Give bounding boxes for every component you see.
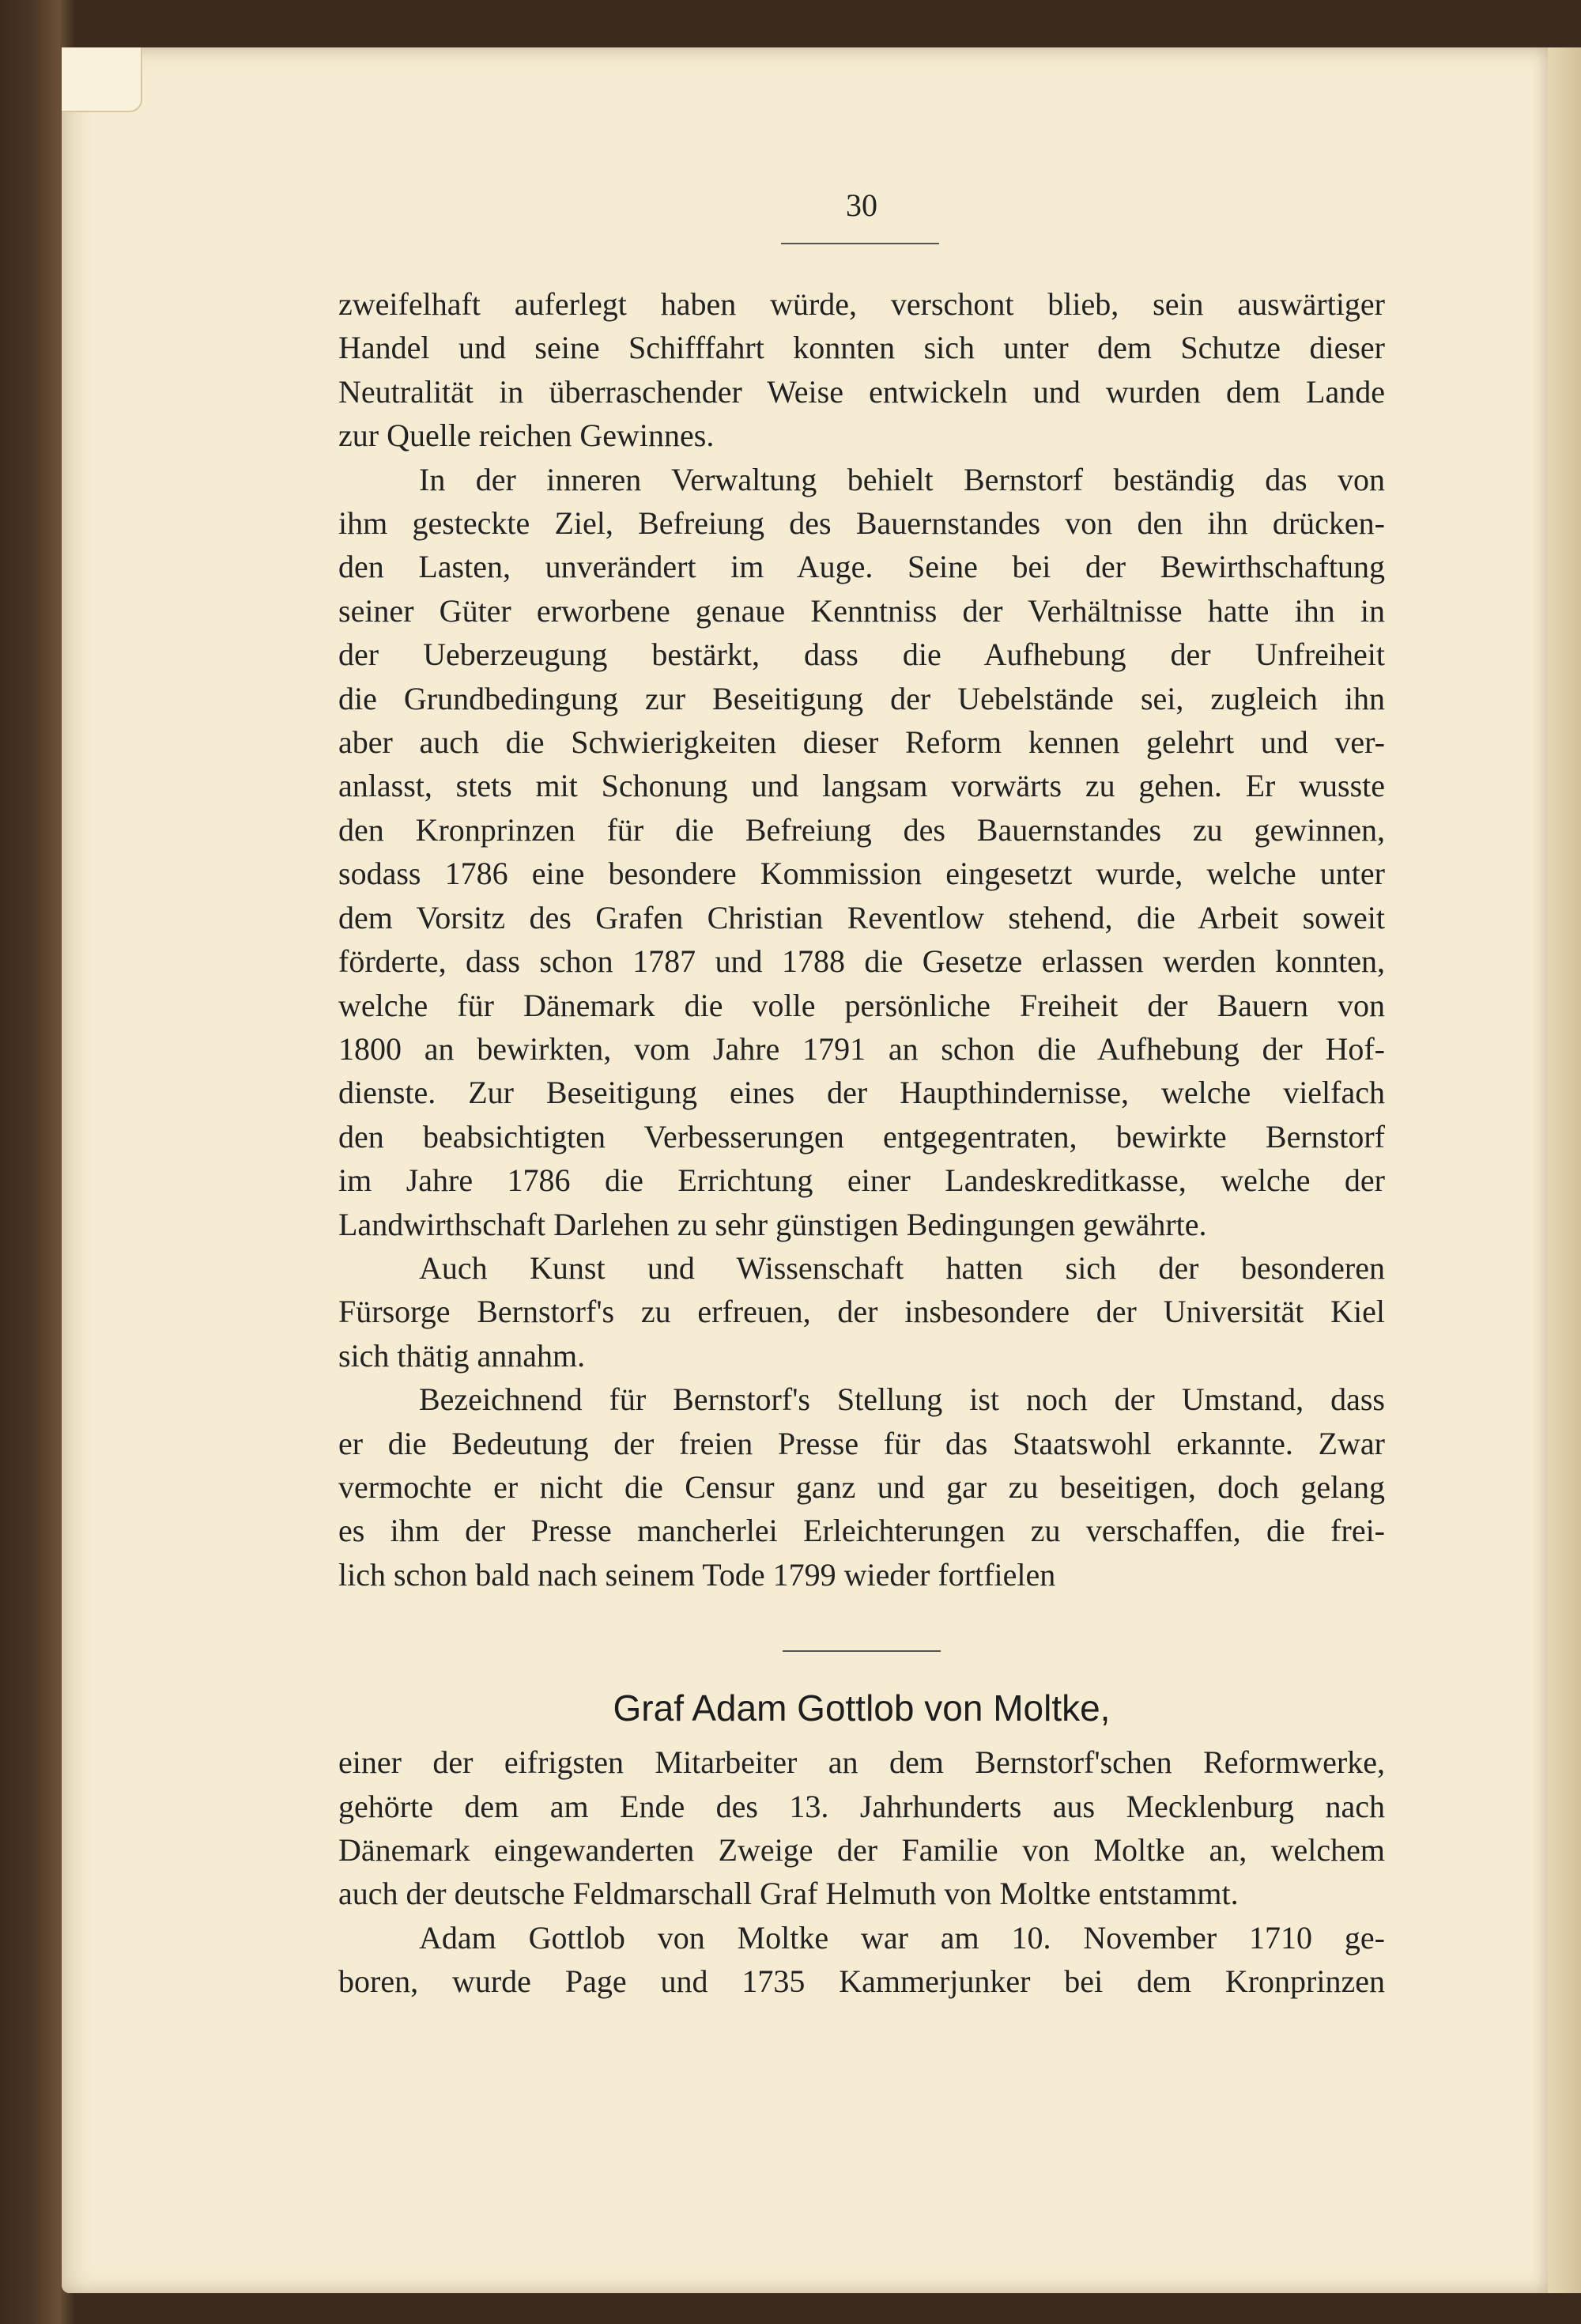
section-divider	[783, 1650, 941, 1652]
text-line: Neutralität in überraschender Weise entwickeln und wurden dem Lande	[338, 373, 1385, 410]
paragraph-neutrality	[338, 282, 1385, 458]
text-line: vermochte er nicht die Censur ganz und gar zu beseitigen, doch gelang	[338, 1468, 1385, 1505]
text-line: förderte, dass schon 1787 und 1788 die Gesetze erlassen werden konnten,	[338, 943, 1385, 980]
text-line: auch der deutsche Feldmarschall Graf Helmuth von Moltke entstammt.	[338, 1876, 1239, 1912]
text-line: Adam Gottlob von Moltke war am 10. November 1710 ge-	[419, 1919, 1385, 1956]
text-line: Landwirthschaft Darlehen zu sehr günstigen Bedingungen gewährte.	[338, 1206, 1207, 1242]
paragraph-press	[338, 1377, 1385, 1597]
next-page-edge	[1548, 47, 1581, 2293]
text-line: den Kronprinzen für die Befreiung des Bauernstandes zu gewinnen,	[338, 811, 1385, 848]
text-line: boren, wurde Page und 1735 Kammerjunker bei dem Kronprinzen	[338, 1963, 1385, 2000]
text-line: einer der eifrigsten Mitarbeiter an dem Bernstorf'schen Reformwerke,	[338, 1744, 1385, 1781]
text-line: Dänemark eingewanderten Zweige der Familie von Moltke an, welchem	[338, 1832, 1385, 1868]
text-line: der Ueberzeugung bestärkt, dass die Aufhebung der Unfreiheit	[338, 637, 1385, 673]
paragraph-moltke-intro	[338, 1740, 1385, 1916]
text-line: zweifelhaft auferlegt haben würde, verschont blieb, sein auswärtiger	[338, 286, 1385, 322]
text-line: Bezeichnend für Bernstorf's Stellung ist noch der Umstand, dass	[419, 1381, 1385, 1418]
text-line: Auch Kunst und Wissenschaft hatten sich der besonderen	[419, 1249, 1385, 1286]
text-line: anlasst, stets mit Schonung und langsam vorwärts zu gehen. Er wusste	[338, 768, 1385, 804]
text-line: er die Bedeutung der freien Presse für das Staatswohl erkannte. Zwar	[338, 1425, 1385, 1461]
page-number-rule	[781, 243, 939, 244]
text-line: Fürsorge Bernstorf's zu erfreuen, der insbesondere der Universität Kiel	[338, 1294, 1385, 1330]
folded-page-corner	[62, 47, 142, 112]
body-text	[338, 282, 1385, 2004]
text-line: 1800 an bewirkten, vom Jahre 1791 an schon die Aufhebung der Hof-	[338, 1030, 1385, 1067]
text-line: Handel und seine Schifffahrt konnten sich unter dem Schutze dieser	[338, 330, 1385, 366]
section-heading: Graf Adam Gottlob von Moltke,	[613, 1687, 1111, 1729]
text-line: aber auch die Schwierigkeiten dieser Reform kennen gelehrt und ver-	[338, 724, 1385, 761]
paragraph-administration	[338, 458, 1385, 1246]
text-line: ihm gesteckte Ziel, Befreiung des Bauernstandes von den ihn drücken-	[338, 505, 1385, 542]
text-line: sodass 1786 eine besondere Kommission eingesetzt wurde, welche unter	[338, 856, 1385, 892]
paragraph-arts-science	[338, 1246, 1385, 1377]
text-line: im Jahre 1786 die Errichtung einer Landeskreditkasse, welche der	[338, 1162, 1385, 1199]
text-line: welche für Dänemark die volle persönliche Freiheit der Bauern von	[338, 987, 1385, 1023]
text-line: sich thätig annahm.	[338, 1337, 586, 1374]
text-line: In der inneren Verwaltung behielt Bernstorf beständig das von	[419, 461, 1385, 497]
text-line: den beabsichtigten Verbesserungen entgegentraten, bewirkte Bernstorf	[338, 1118, 1385, 1154]
text-line: die Grundbedingung zur Beseitigung der Uebelstände sei, zugleich ihn	[338, 680, 1385, 716]
paragraph-moltke-birth	[338, 1916, 1385, 2004]
text-line: es ihm der Presse mancherlei Erleichterungen zu verschaffen, die frei-	[338, 1513, 1385, 1549]
text-line: gehörte dem am Ende des 13. Jahrhunderts aus Mecklenburg nach	[338, 1788, 1385, 1824]
text-line: dienste. Zur Beseitigung eines der Haupthindernisse, welche vielfach	[338, 1075, 1385, 1111]
text-line: dem Vorsitz des Grafen Christian Reventlow stehend, die Arbeit soweit	[338, 899, 1385, 935]
text-line: zur Quelle reichen Gewinnes.	[338, 418, 715, 454]
text-line: seiner Güter erworbene genaue Kenntniss der Verhältnisse hatte ihn in	[338, 592, 1385, 629]
text-line: lich schon bald nach seinem Tode 1799 wieder fortfielen	[338, 1556, 1056, 1593]
text-line: den Lasten, unverändert im Auge. Seine bei der Bewirthschaftung	[338, 549, 1385, 585]
page-number: 30	[846, 187, 877, 223]
